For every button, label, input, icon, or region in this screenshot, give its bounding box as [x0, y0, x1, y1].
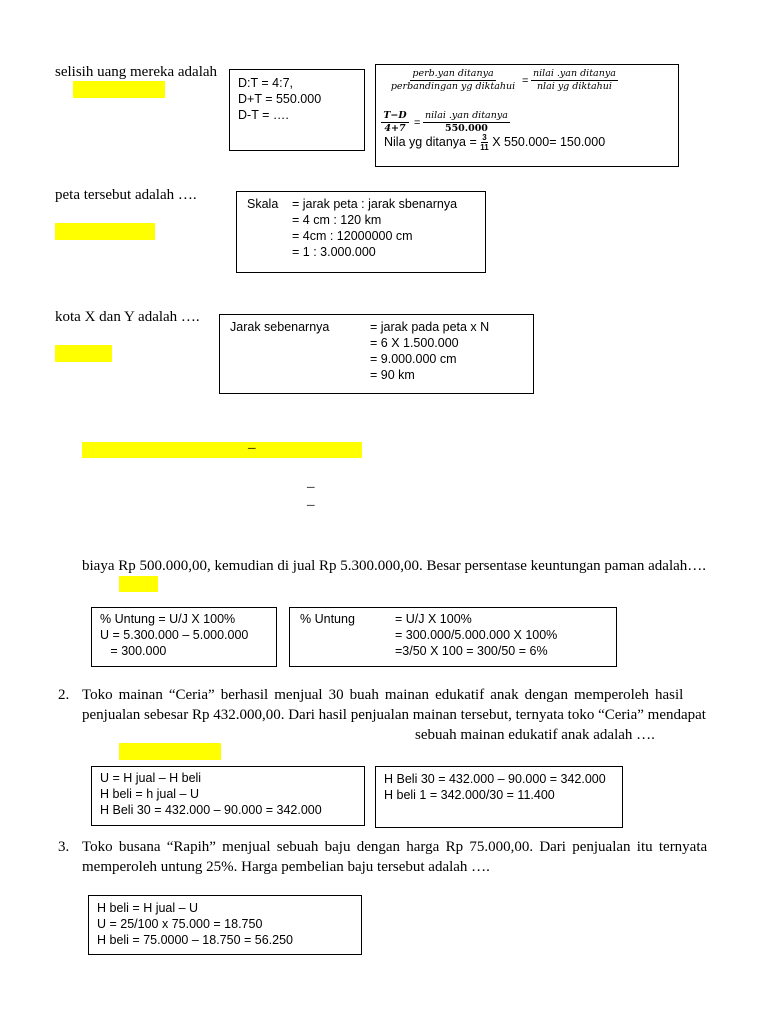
scale-value: = 4cm : 12000000 cm: [292, 229, 413, 243]
profit-value: = 300.000/5.000.000 X 100%: [395, 628, 558, 642]
profit-row-1: [300, 611, 606, 627]
result-prefix: Nila yg ditanya =: [384, 134, 477, 149]
highlight-3: [55, 345, 112, 362]
question-3-line-2: memperoleh untung 25%. Harga pembelian baju tersebut adalah ….: [82, 859, 490, 875]
fraction-denominator: 11: [480, 143, 489, 152]
fraction-unknown-value: [420, 110, 512, 135]
dash-mark: –: [248, 440, 256, 456]
purchase-line: H beli 1 = 342.000/30 = 11.400: [384, 788, 555, 802]
profit-value: =3/50 X 100 = 300/50 = 6%: [395, 644, 548, 658]
profit-box-1: [91, 607, 277, 667]
ratio-line-3: D-T = ….: [238, 108, 289, 122]
question-2-line-3: sebuah mainan edukatif anak adalah ….: [415, 727, 655, 743]
profit-line: U = 5.300.000 – 5.000.000: [100, 628, 249, 642]
highlight-6: [119, 743, 221, 760]
scale-value: = 4 cm : 120 km: [292, 213, 382, 227]
distance-value: = jarak pada peta x N: [370, 320, 490, 334]
dash-mark: –: [307, 479, 315, 495]
scale-row-1: [247, 196, 475, 212]
scale-value: = 1 : 3.000.000: [292, 245, 376, 259]
fraction-numerator: nilai .yan ditanya: [425, 110, 508, 121]
question-text-2: peta tersebut adalah ….: [55, 187, 197, 203]
question-text-4: biaya Rp 500.000,00, kemudian di jual Rp 5.300.000,00. Besar persentase keuntungan paman adalah….: [82, 558, 707, 574]
scale-value: = jarak peta : jarak sbenarnya: [292, 197, 458, 211]
purchase-price-box: [88, 895, 362, 955]
small-fraction: [480, 133, 488, 152]
distance-value: = 90 km: [370, 368, 415, 382]
distance-row-4: [230, 367, 523, 383]
scale-row-3: [247, 228, 475, 244]
scale-row-4: [247, 244, 475, 260]
purchase-price-line: U = 25/100 x 75.000 = 18.750: [97, 917, 263, 931]
question-number-2: 2.: [58, 687, 70, 703]
fraction-difference: [384, 110, 406, 135]
fraction-known-ratio: [384, 68, 522, 93]
fraction-numerator: 3: [482, 133, 487, 142]
scale-row-2: [247, 212, 475, 228]
distance-value: = 6 X 1.500.000: [370, 336, 459, 350]
distance-row-1: [230, 319, 523, 335]
profit-value: = U/J X 100%: [395, 612, 472, 626]
question-text-1: selisih uang mereka adalah: [55, 64, 218, 80]
scale-box: [236, 191, 486, 273]
fraction-known-value: [528, 68, 620, 93]
profit-line: % Untung = U/J X 100%: [100, 612, 236, 626]
fraction-denominator: nlai yg diktahui: [536, 81, 612, 92]
purchase-line: U = H jual – H beli: [100, 771, 202, 785]
profit-box-2: [289, 607, 617, 667]
fraction-denominator: 4+7: [384, 123, 406, 134]
distance-row-3: [230, 351, 523, 367]
dash-mark: –: [307, 497, 315, 513]
fraction-numerator: nilai .yan ditanya: [533, 68, 616, 79]
purchase-price-line: H beli = H jual – U: [97, 901, 199, 915]
highlight-2: [55, 223, 155, 240]
ratio-line-1: D:T = 4:7,: [238, 76, 294, 90]
question-number-3: 3.: [58, 839, 70, 855]
profit-line: = 300.000: [100, 644, 167, 658]
formula-line-1: $\frac{\text{perb.yan ditanya}}{\text{perbandingan yg diktahui}}$ = $\frac{\text{nilai .yan ditanya}}{\text{nlai yg diktahui}}$: [384, 68, 670, 98]
profit-label: % Untung: [300, 612, 355, 626]
result-suffix: X 550.000= 150.000: [492, 134, 606, 149]
ratio-box: [229, 69, 365, 151]
formula-result-line: [384, 133, 670, 152]
fraction-numerator: T−D: [383, 110, 407, 121]
fraction-denominator: perbandingan yg diktahui: [390, 81, 516, 92]
purchase-price-line: H beli = 75.0000 – 18.750 = 56.250: [97, 933, 293, 947]
purchase-line: H Beli 30 = 432.000 – 90.000 = 342.000: [384, 772, 606, 786]
purchase-line: H beli = h jual – U: [100, 787, 200, 801]
highlight-1: [73, 81, 165, 98]
highlight-5: [119, 576, 158, 592]
purchase-box-1: [91, 766, 365, 826]
distance-value: = 9.000.000 cm: [370, 352, 457, 366]
profit-row-3: [300, 643, 606, 659]
ratio-line-2: D+T = 550.000: [238, 92, 322, 106]
question-2-line-2: penjualan sebesar Rp 432.000,00. Dari hasil penjualan mainan tersebut, ternyata toko “Ceria” mendapat: [82, 707, 706, 723]
formula-line-2: $\frac{T-D}{4+7}$ = $\frac{\text{nilai .yan ditanya}}{550.000}$: [384, 110, 670, 136]
profit-row-2: [300, 627, 606, 643]
distance-row-2: [230, 335, 523, 351]
purchase-line: H Beli 30 = 432.000 – 90.000 = 342.000: [100, 803, 322, 817]
question-2-line-1: Toko mainan “Ceria” berhasil menjual 30 buah mainan edukatif anak dengan memperoleh hasil: [82, 687, 684, 703]
distance-label: Jarak sebenarnya: [230, 320, 330, 334]
question-text-3: kota X dan Y adalah ….: [55, 309, 200, 325]
question-3-line-1: Toko busana “Rapih” menjual sebuah baju dengan harga Rp 75.000,00. Dari penjualan itu ternyata: [82, 839, 708, 855]
purchase-box-2: [375, 766, 623, 828]
ratio-formula-box: [375, 64, 679, 167]
highlight-4: [82, 442, 362, 458]
fraction-denominator: 550.000: [444, 123, 488, 134]
distance-box: [219, 314, 534, 394]
fraction-numerator: perb.yan ditanya: [412, 68, 494, 79]
scale-label: Skala: [247, 197, 279, 211]
